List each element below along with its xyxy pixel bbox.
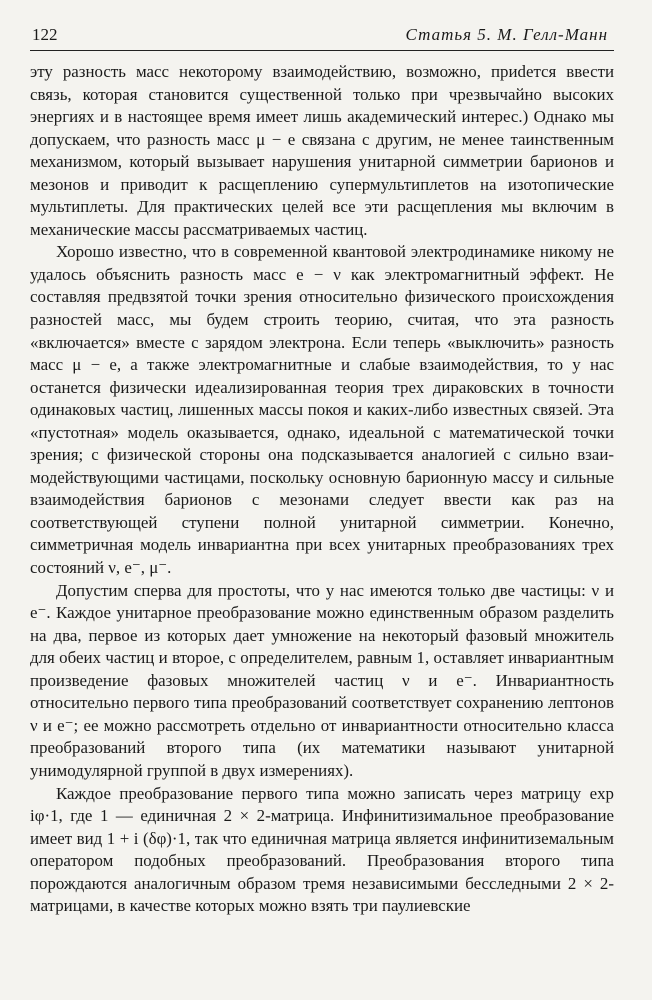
page-number: 122 — [32, 25, 58, 44]
page-header — [30, 22, 614, 51]
running-title: Статья 5. М. Гелл-Манн — [405, 25, 608, 44]
book-page — [30, 22, 614, 982]
paragraph-two-particles: Допустим сперва для простоты, что у нас имеются только две частицы: ν и e⁻. Каждое унитарное преобразование можно единственным образом разделить на два, первое из которых дает умножение на некоторый фазовый множитель для обеих частиц и второе, с определителем, равным 1, оставляет инвариантным произведение фазовых множителей частиц ν и e⁻. Инвариантность относительно первого типа преобразований соответствует сохранению лептонов ν и e⁻; ее можно рассмотреть отдельно от инвариантности относительно класса преобразований второго типа (их математики называют унитарной унимодулярной группой в двух измерениях). — [30, 580, 614, 780]
paragraph-electrodynamics: Хорошо известно, что в современной квантовой электродинамике никому не удалось объяснить разность масс e − ν как электромагнитный эффект. Не составляя предвзятой точки зрения относительно физического происхождения разностей масс, мы будем строить теорию, считая, что эта разность «включается» вместе с зарядом электрона. Если теперь «выключить» разность масс μ − e, а также электромагнитные и слабые взаимодействия, то у нас останется физически идеализированная теория трех дираковских в точности одинаковых частиц, лишенных массы покоя и каких-либо известных связей. Эта «пустотная» модель оказывается, однако, идеальной с математической точки зрения; с физической стороны она подсказывается аналогией с сильно взаимодействующими частицами, поскольку основную барионную массу и сильные взаимодействия барионов с мезонами следует ввести как раз на соответствующей ступени полной унитарной симметрии. Конечно, симметричная модель инвариантна при всех унитарных преобразованиях трех состояний ν, e⁻, μ⁻. — [30, 242, 614, 578]
body-text — [30, 61, 614, 918]
paragraph-transformations: Каждое преобразование первого типа можно записать через матрицу exp iφ·1, где 1 — единичная 2 × 2-матрица. Инфинитизимальное преобразование имеет вид 1 + i (δφ)·1, так что единичная матрица является инфинитиземальным оператором подобных преобразований. Преобразования второго типа порождаются аналогичным образом тремя независимыми бесследными 2 × 2-матрицами, в качестве которых можно взять три паулиевские — [30, 783, 614, 916]
paragraph-continuation: эту разность масс некоторому взаимодействию, возможно, приdется ввести связь, которая становится существенной только при чрезвычайно высоких энергиях и в настоящее время имеет лишь академический интерес.) Однако мы допускаем, что разность масс μ − e связана с другим, не менее таинственным механизмом, который вызывает нарушения унитарной симметрии барионов и мезонов и приводит к расщеплению супермультиплетов на изотопические мультиплеты. Для практических целей все эти расщепления мы включим в механические массы рассматриваемых частиц. — [30, 62, 614, 239]
